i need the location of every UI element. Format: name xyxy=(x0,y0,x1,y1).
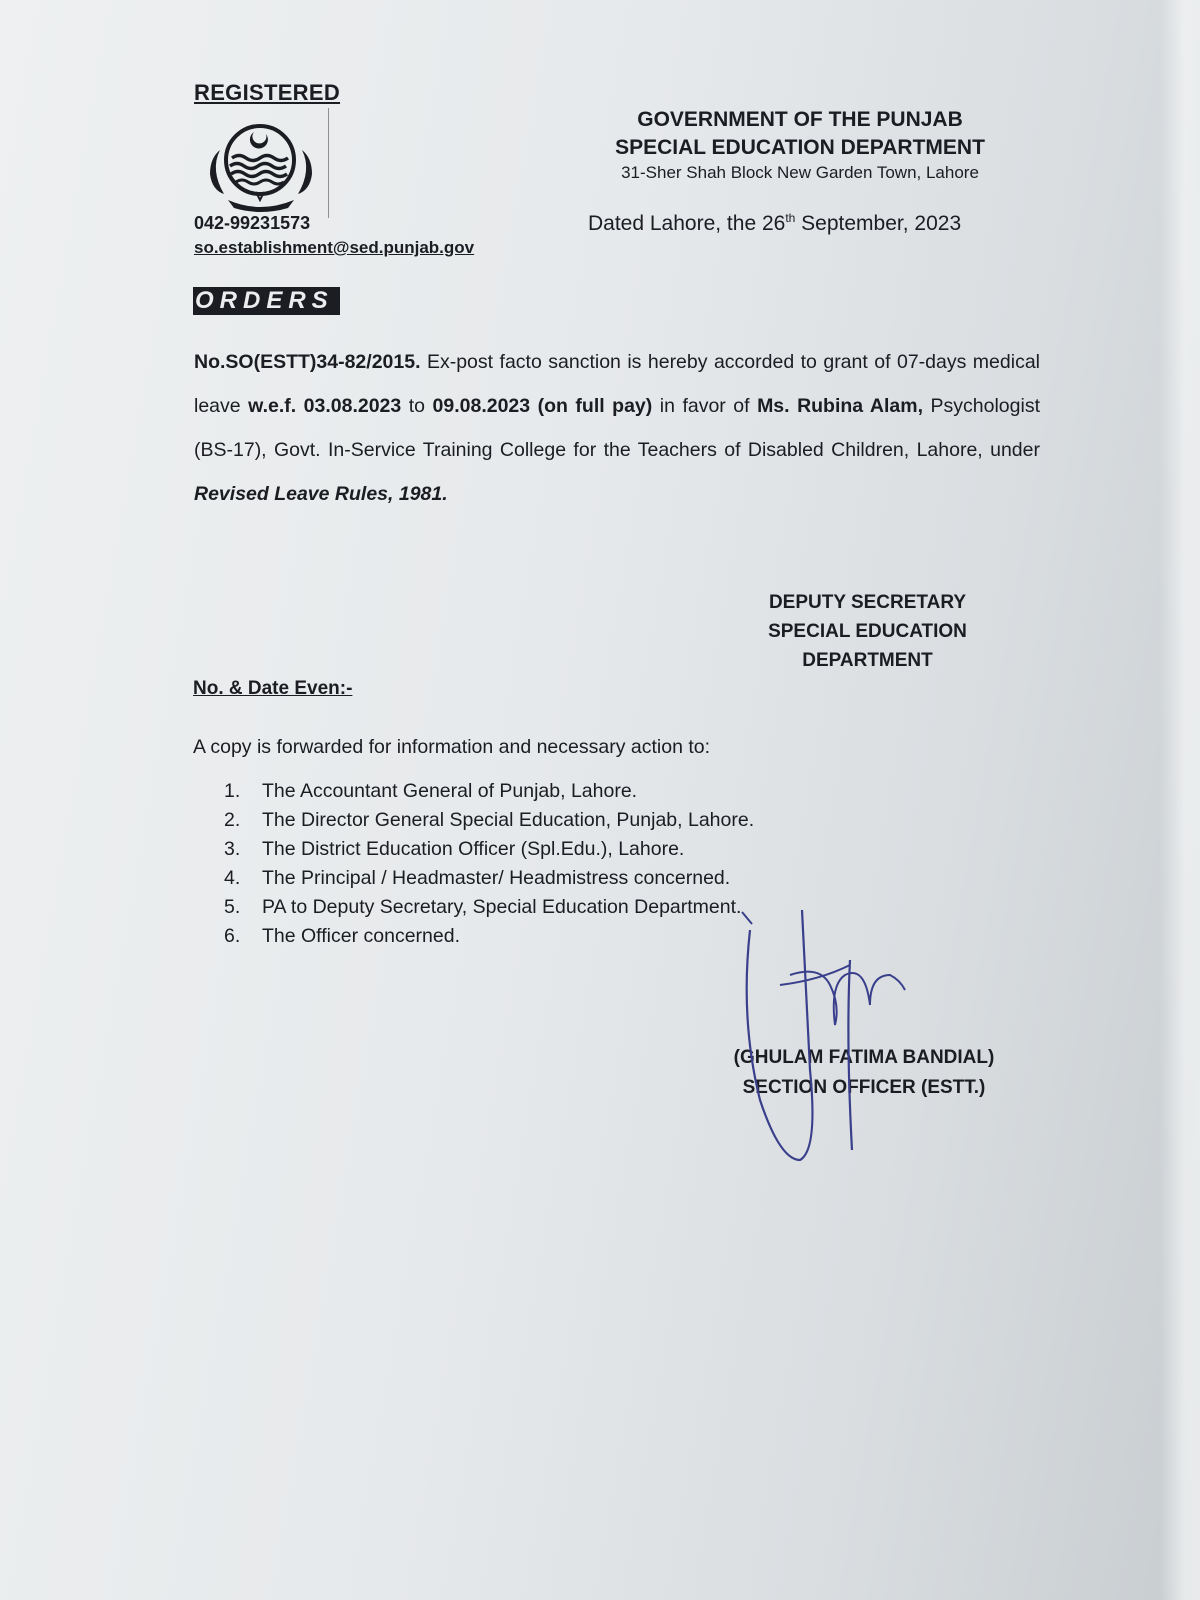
list-item: 1. The Accountant General of Punjab, Lahore. xyxy=(224,780,638,802)
phone-number: 042-99231573 xyxy=(194,213,311,233)
department-address: 31-Sher Shah Block New Garden Town, Lahore xyxy=(621,163,979,182)
dated-line: Dated Lahore, the 26th September, 2023 xyxy=(588,211,962,235)
government-title: GOVERNMENT OF THE PUNJAB xyxy=(637,108,963,131)
leave-rules: Revised Leave Rules, 1981. xyxy=(194,483,448,505)
department-title: SPECIAL EDUCATION DEPARTMENT xyxy=(615,136,985,159)
recipient-list xyxy=(224,777,754,951)
paper-edge-shadow xyxy=(1160,0,1200,1600)
employee-name: Ms. Rubina Alam, xyxy=(757,395,924,417)
punjab-emblem-icon xyxy=(198,110,328,222)
handwritten-signature xyxy=(720,900,940,1180)
officer-name: (GHULAM FATIMA BANDIAL) xyxy=(733,1047,995,1068)
email-address: so.establishment@sed.punjab.gov xyxy=(194,238,475,257)
header-divider xyxy=(328,108,329,218)
orders-heading: ORDERS xyxy=(193,287,340,315)
reference-number: No.SO(ESTT)34-82/2015. xyxy=(194,351,421,373)
registered-label: REGISTERED xyxy=(194,80,341,105)
deputy-secretary-block: DEPUTY SECRETARY SPECIAL EDUCATION DEPARTMENT xyxy=(768,592,967,671)
list-item: 2. The Director General Special Education, Punjab, Lahore. xyxy=(224,809,755,831)
officer-title: SECTION OFFICER (ESTT.) xyxy=(742,1077,986,1098)
list-item: 6. The Officer concerned. xyxy=(224,925,460,947)
no-date-even: No. & Date Even:- xyxy=(193,678,353,699)
list-item: 4. The Principal / Headmaster/ Headmistress concerned. xyxy=(224,867,731,889)
order-paragraph: No.SO(ESTT)34-82/2015. Ex-post facto sanction is hereby accorded to grant of 07-days medical leave w.e.f. 03.08.2023 to 09.08.2023 (on full pay) in favor of Ms. Rubina Alam, Psychologist (BS-17), Govt. In-Service Training College for the Teachers of Disabled Children, Lahore, under Revised Leave Rules, 1981. xyxy=(194,351,1040,505)
list-item: 3. The District Education Officer (Spl.Edu.), Lahore. xyxy=(224,838,685,860)
list-item: 5. PA to Deputy Secretary, Special Education Department. xyxy=(224,896,742,918)
forward-text: A copy is forwarded for information and necessary action to: xyxy=(193,736,711,758)
